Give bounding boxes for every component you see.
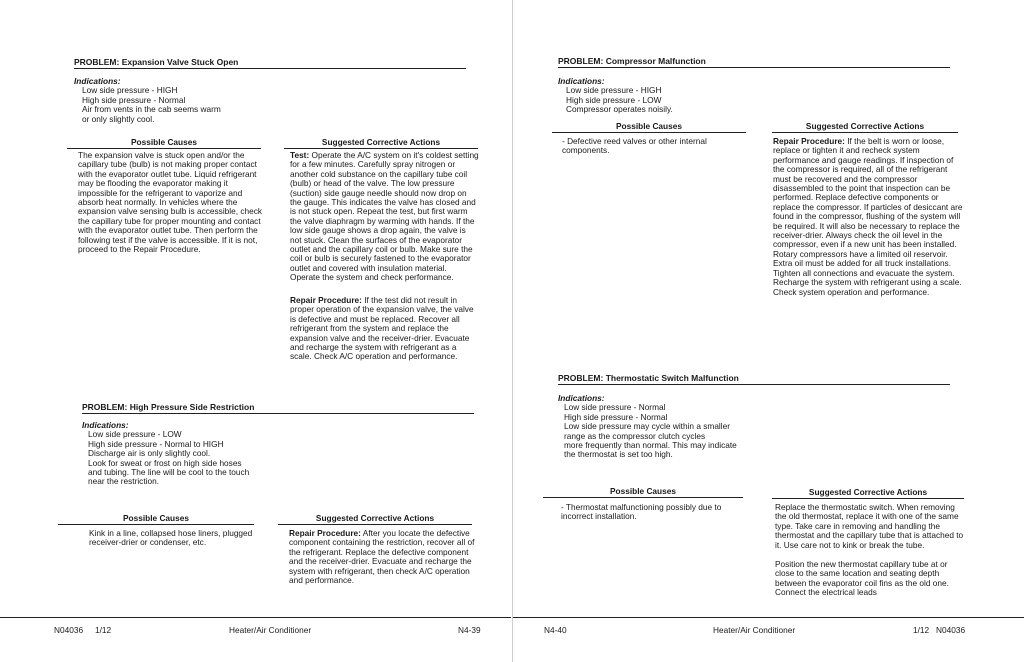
indications-block [82, 421, 312, 487]
corrective-actions-heading: Suggested Corrective Actions [772, 488, 964, 499]
problem-title: PROBLEM: Compressor Malfunction [558, 57, 950, 68]
corrective-actions-heading: Suggested Corrective Actions [278, 514, 472, 525]
indication-line: Low side pressure - HIGH [82, 85, 178, 96]
footer-page-number: N4-40 [544, 625, 567, 635]
possible-causes-heading: Possible Causes [67, 138, 261, 149]
indication-line: or only slightly cool. [82, 113, 155, 124]
actions-paragraph: Position the new thermostat capillary tube at or close to the same location and seating depth between the evaporator coil fins as the old one. Connect the electrical leads [775, 559, 949, 598]
indication-line: Low side pressure may cycle within a smaller [564, 421, 730, 432]
indication-line: Air from vents in the cab seems warm [82, 104, 221, 115]
indication-line: Low side pressure - LOW [88, 429, 182, 440]
repair-paragraph [290, 296, 479, 362]
possible-causes-heading: Possible Causes [552, 122, 746, 133]
problem-title: PROBLEM: Expansion Valve Stuck Open [74, 58, 466, 69]
footer-page-number: N4-39 [458, 625, 481, 635]
footer-code: N04036 [54, 625, 84, 635]
footer-section: Heater/Air Conditioner [229, 625, 312, 635]
indications-label: Indications: [82, 420, 129, 430]
indication-line: range as the compressor clutch cycles [564, 430, 706, 441]
footer-date: 1/12 [913, 625, 930, 635]
possible-causes-text: - Thermostat malfunctioning possibly due to incorrect installation. [561, 502, 722, 522]
indication-line: the thermostat is set too high. [564, 449, 673, 460]
indication-line: Low side pressure - HIGH [566, 85, 662, 96]
indications-label: Indications: [74, 76, 121, 86]
repair-lead: Repair Procedure: [289, 528, 361, 538]
test-lead: Test: [290, 150, 310, 160]
indication-line: and tubing. The line will be cool to the touch [88, 467, 250, 478]
indication-line: Discharge air is only slightly cool. [88, 448, 211, 459]
repair-text: If the test did not result in proper operation of the expansion valve, the valve is defective and must be replaced. Recover all refrigerant from the system and replace the expansion valve and the receiver-drier. Evacuate and recharge the system with refrigerant as a scale. Check A/C operation and performance. [290, 295, 474, 362]
indication-line: High side pressure - Normal [82, 94, 186, 105]
test-paragraph [290, 151, 479, 283]
indication-line: near the restriction. [88, 476, 160, 487]
indications-label: Indications: [558, 393, 605, 403]
indications-block [558, 77, 778, 115]
repair-lead: Repair Procedure: [773, 136, 845, 146]
corrective-actions-heading: Suggested Corrective Actions [284, 138, 478, 149]
problem-title: PROBLEM: Thermostatic Switch Malfunction [558, 374, 950, 385]
indication-line: Compressor operates noisily. [566, 104, 673, 115]
footer-code: N04036 [936, 625, 966, 635]
indication-line: High side pressure - Normal [564, 411, 668, 422]
possible-causes-heading: Possible Causes [58, 514, 254, 525]
possible-causes-text: Kink in a line, collapsed hose liners, plugged receiver-drier or condenser, etc. [89, 528, 253, 548]
page-divider [512, 0, 513, 662]
indications-block [74, 77, 294, 124]
repair-text: If the belt is worn or loose, replace or tighten it and recheck system performance and gauge readings. If inspection of the compressor is required, all of the refrigerant must be recovered and the compressor disassembled to the point that inspection can be performed. Replace defective components or replace the compressor. If particles of desiccant are found in the compressor, flushing of the system will be required. It will also be necessary to replace the receiver-drier. Always check the oil level in the compressor, even if a new unit has been installed. Rotary compressors have a limited oil reservoir. Extra oil must be added for all truck installations. Tighten all connections and evacuate the system. Recharge the system with refrigerant using a scale. Check system operation and performance. [773, 136, 963, 297]
repair-paragraph [289, 529, 482, 585]
repair-lead: Repair Procedure: [290, 295, 362, 305]
footer-rule [513, 617, 1024, 618]
test-text: Operate the A/C system on it's coldest setting for a few minutes. Carefully spray nitrogen or another cold substance on the capillary tube coil (bulb) or head of the valve. The low pressure (suction) side gauge needle should now drop on the gauge. This indicates the valve has closed and is not stuck open. Repeat the test, but first warm the valve diaphragm by warming with hands. If the low side gauge shows a drop again, the valve is not stuck. Clean the surfaces of the evaporator outlet and the capillary coil or bulb. Make sure the coil or bulb is securely fastened to the evaporator outlet and covered with insulation material. Operate the system and check performance. [290, 150, 479, 283]
problem-title: PROBLEM: High Pressure Side Restriction [82, 403, 474, 414]
indication-line: more frequently than normal. This may indicate [564, 440, 737, 451]
indication-line: Low side pressure - Normal [564, 402, 666, 413]
footer-section: Heater/Air Conditioner [713, 625, 796, 635]
possible-causes-heading: Possible Causes [543, 487, 743, 498]
indication-line: High side pressure - Normal to HIGH [88, 438, 224, 449]
indications-label: Indications: [558, 76, 605, 86]
indications-block [558, 394, 798, 460]
actions-paragraph: Replace the thermostatic switch. When removing the old thermostat, replace it with one of the same type. Take care in removing and handling the thermostat and the capillary tube that is attached to it. Use care not to kink or break the tube. [775, 502, 964, 550]
repair-paragraph [773, 137, 967, 297]
possible-causes-text: The expansion valve is stuck open and/or the capillary tube (bulb) is not making proper contact with the evaporator outlet tube. Liquid refrigerant may be flooding the evaporator making it impossible for the refrigerant to vaporize and absorb heat normally. In vehicles where the expansion valve sensing bulb is accessible, check the capillary tube for proper mounting and contact with the evaporator outlet tube. Then perform the following test if the valve is accessible. If it is not, proceed to the Repair Procedure. [78, 150, 263, 255]
footer-date: 1/12 [95, 625, 112, 635]
repair-text: After you locate the defective component containing the restriction, recover all of the refrigerant. Replace the defective component and the receiver-drier. Evacuate and recharge the system with refrigerant, then check A/C operation and performance. [289, 528, 475, 586]
indication-line: Look for sweat or frost on high side hoses [88, 457, 242, 468]
possible-causes-text: - Defective reed valves or other internal components. [562, 136, 707, 156]
indication-line: High side pressure - LOW [566, 94, 662, 105]
footer-rule [0, 617, 511, 618]
corrective-actions-heading: Suggested Corrective Actions [772, 122, 958, 133]
